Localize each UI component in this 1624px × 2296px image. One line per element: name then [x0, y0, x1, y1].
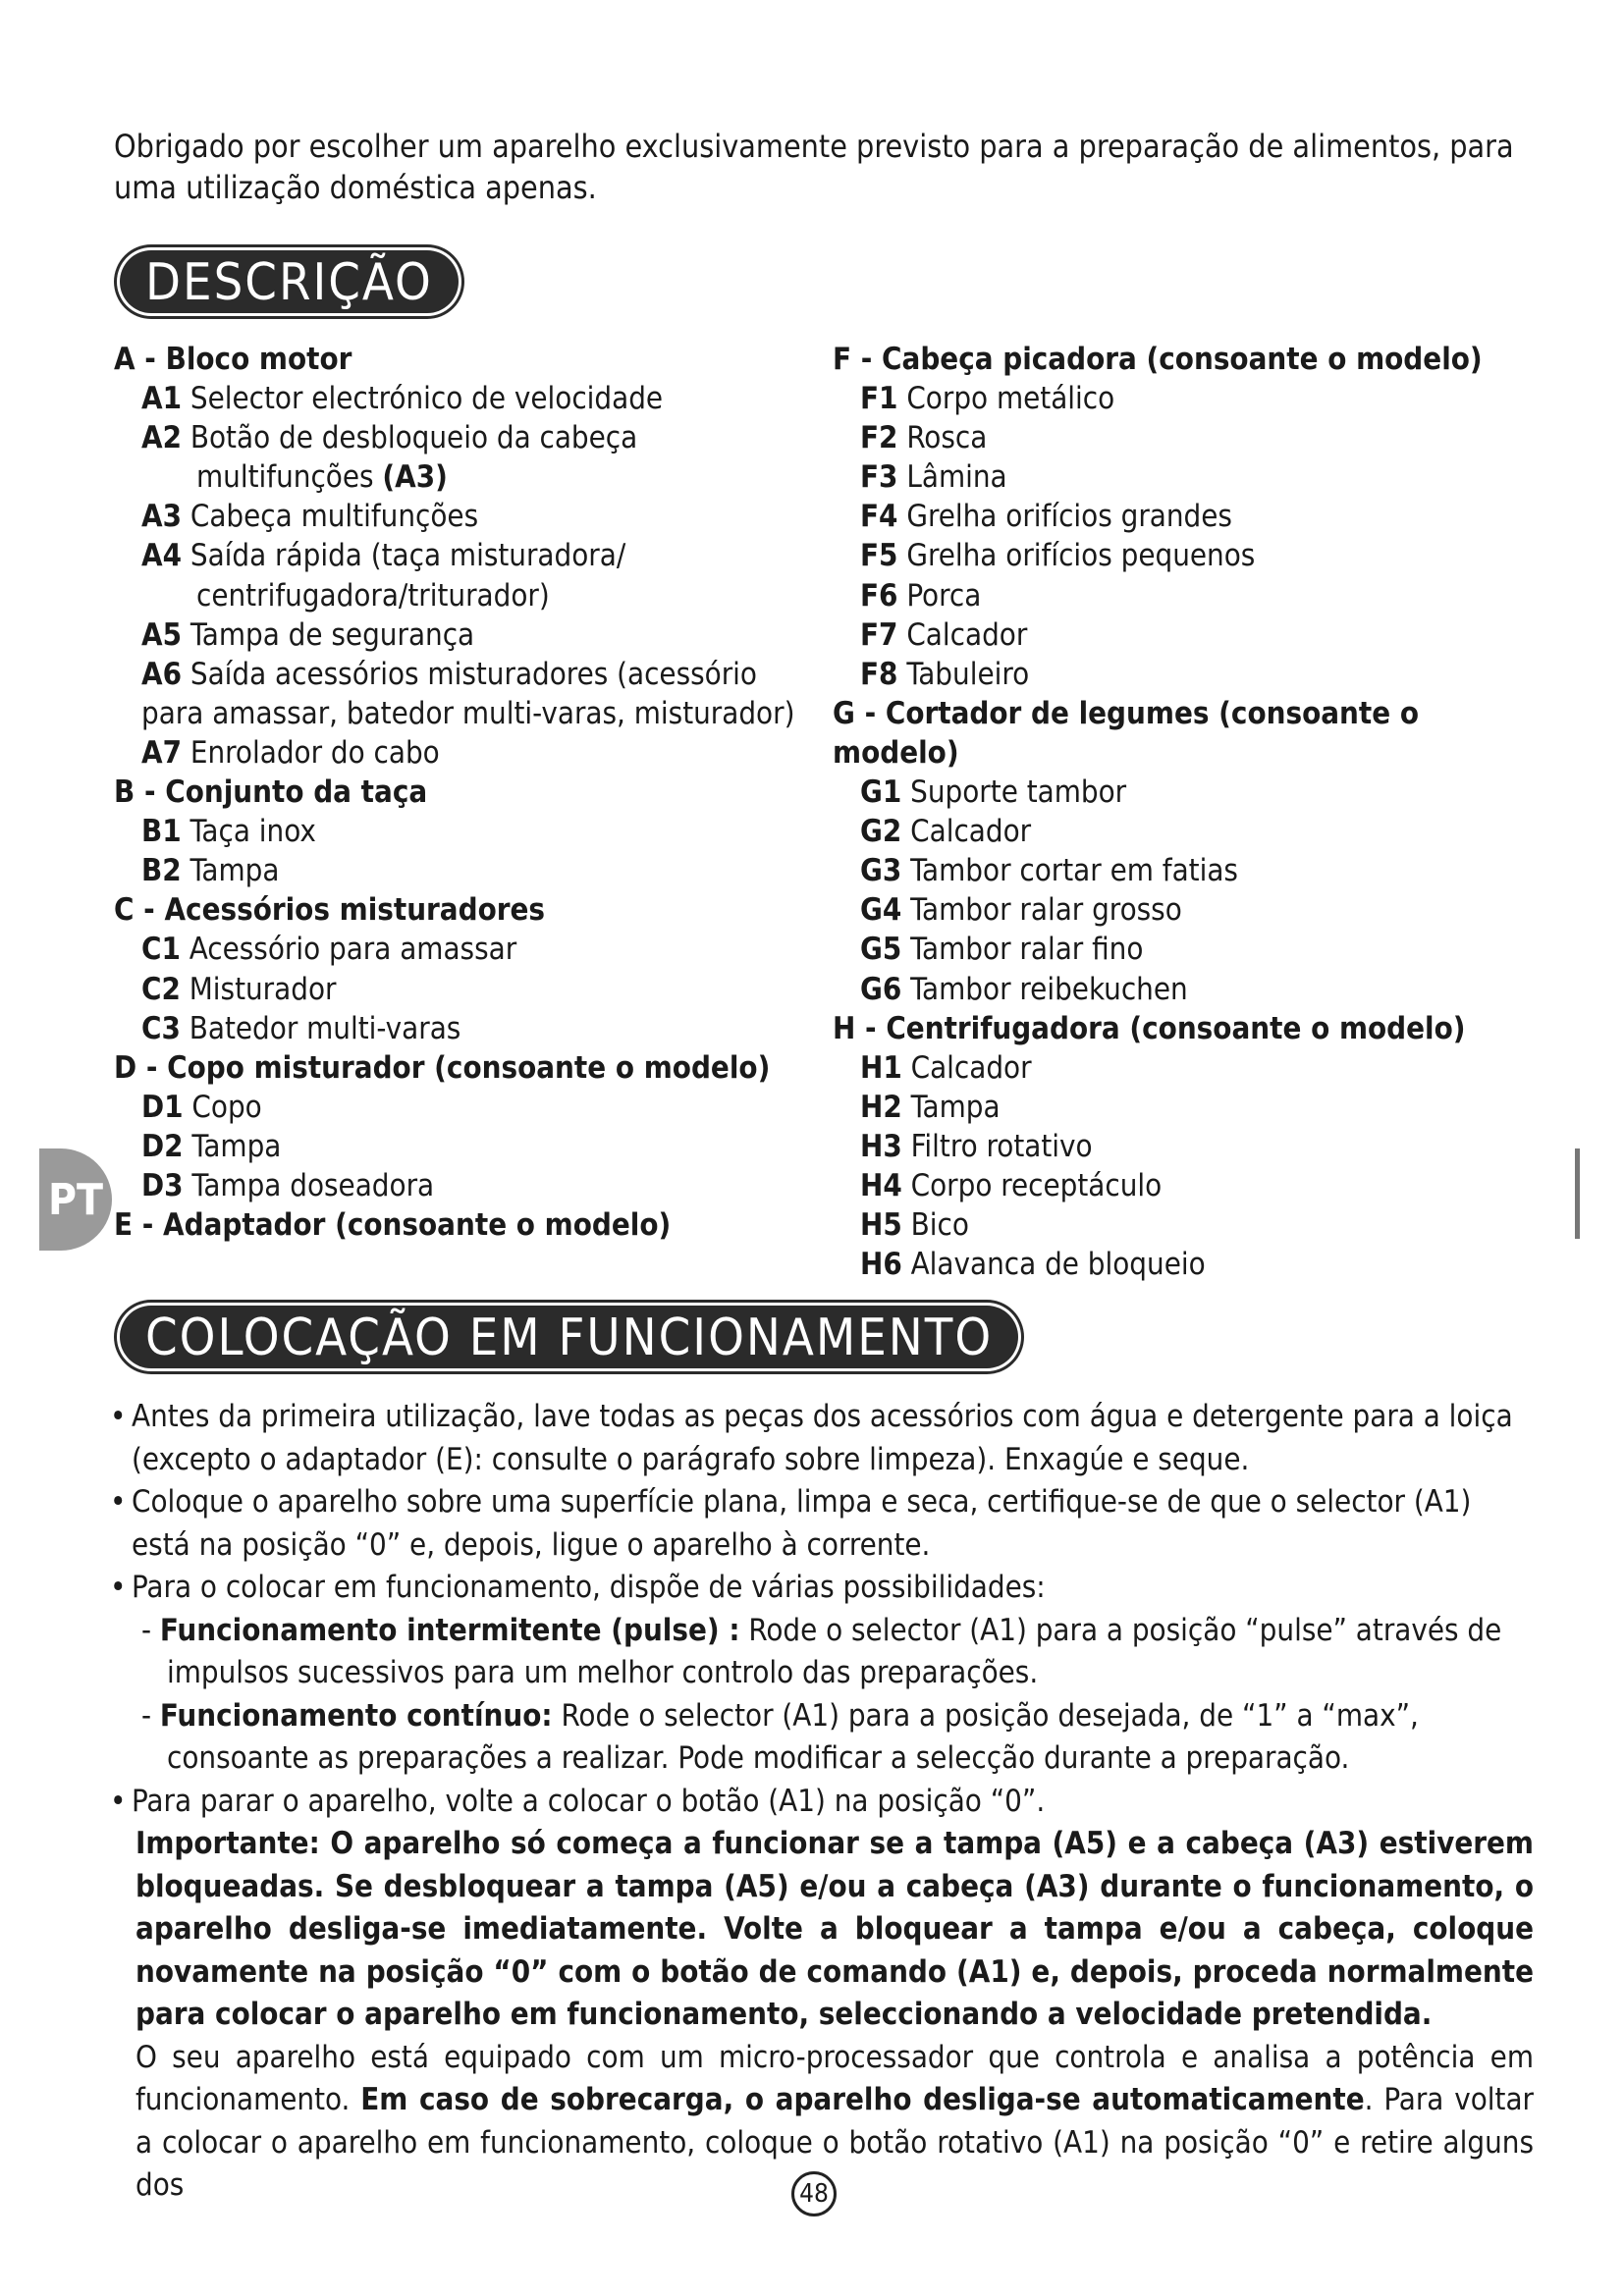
item-F4: F4 Grelha orifícios grandes — [860, 499, 1232, 535]
item-F6: F6 Porca — [860, 577, 982, 614]
item-D3: D3 Tampa doseadora — [141, 1167, 435, 1203]
bullet-place: • Coloque o aparelho sobre uma superfície plana, limpa e seca, certifique-se de que o selector (A1) está na posição “0” e, depois, ligue o aparelho à corrente. — [110, 1484, 1472, 1563]
intro-text: Obrigado por escolher um aparelho exclusivamente previsto para a preparação de alimentos, para uma utilização doméstica apenas. — [114, 128, 1514, 206]
group-D: D - Copo misturador (consoante o modelo) — [114, 1049, 771, 1086]
language-tab-pt: PT — [39, 1148, 112, 1251]
page-number: 48 — [791, 2171, 837, 2216]
important-note: Importante: O aparelho só começa a funcionar se a tampa (A5) e a cabeça (A3) estiverem bloqueadas. Se desbloquear a tampa (A5) e/ou a cabeça (A3) durante o funcionamento, o aparelho desliga-se imediatamente. Volte a bloquear a tampa e/ou a cabeça, coloque novamente na posição “0” com o botão de comando (A1) e, depois, proceda normalmente para colocar o aparelho em funcionamento, seleccionando a velocidade pretendida. — [135, 1826, 1534, 2032]
item-D1: D1 Copo — [141, 1089, 262, 1125]
item-A4-cont: centrifugadora/triturador) — [196, 577, 550, 614]
item-H5: H5 Bico — [860, 1207, 969, 1244]
overload-paragraph: O seu aparelho está equipado com um micro-processador que controla e analisa a potência em funcionamento. Em caso de sobrecarga, o aparelho desliga-se automaticamente. Para voltar a colocar o aparelho em funcionamento, coloque o botão rotativo (A1) na posição “0” e retire alguns dos — [135, 2039, 1534, 2203]
item-H1: H1 Calcador — [860, 1049, 1032, 1086]
group-B: B - Conjunto da taça — [114, 774, 428, 811]
item-A2: A2 Botão de desbloqueio da cabeça — [141, 420, 638, 456]
item-H3: H3 Filtro rotativo — [860, 1128, 1093, 1164]
bullet-wash: • Antes da primeira utilização, lave todas as peças dos acessórios com água e detergente para a loiça (excepto o adaptador (E): consulte o parágrafo sobre limpeza). Enxagúe e seque. — [110, 1399, 1513, 1477]
item-G4: G4 Tambor ralar grosso — [860, 892, 1182, 929]
group-A: A - Bloco motor — [114, 342, 352, 377]
item-A4: A4 Saída rápida (taça misturadora/ — [141, 538, 626, 574]
item-C3: C3 Batedor multi-varas — [141, 1010, 461, 1046]
group-H: H - Centrifugadora (consoante o modelo) — [833, 1010, 1466, 1046]
item-C2: C2 Misturador — [141, 971, 337, 1007]
item-A3: A3 Cabeça multifunções — [141, 499, 479, 535]
item-F1: F1 Corpo metálico — [860, 381, 1115, 417]
item-B2: B2 Tampa — [141, 853, 280, 889]
item-A1: A1 Selector electrónico de velocidade — [141, 381, 664, 417]
item-F7: F7 Calcador — [860, 616, 1028, 653]
item-G6: G6 Tambor reibekuchen — [860, 971, 1188, 1007]
item-F5: F5 Grelha orifícios pequenos — [860, 538, 1256, 574]
group-E: E - Adaptador (consoante o modelo) — [114, 1207, 672, 1244]
group-F: F - Cabeça picadora (consoante o modelo) — [833, 342, 1483, 377]
item-H2: H2 Tampa — [860, 1089, 1001, 1125]
item-A6: A6 Saída acessórios misturadores (acessório para amassar, batedor multi-varas, misturador) — [141, 656, 795, 731]
item-G5: G5 Tambor ralar fino — [860, 932, 1144, 968]
item-A5: A5 Tampa de segurança — [141, 616, 475, 653]
item-D2: D2 Tampa — [141, 1128, 282, 1164]
item-F2: F2 Rosca — [860, 420, 988, 456]
bullet-stop: • Para parar o aparelho, volte a colocar o botão (A1) na posição “0”. — [110, 1783, 1046, 1819]
item-C1: C1 Acessório para amassar — [141, 932, 517, 968]
option-pulse: - Funcionamento intermitente (pulse) : Rode o selector (A1) para a posição “pulse” através de impulsos sucessivos para um melhor controlo das preparações. — [141, 1612, 1502, 1690]
item-H6: H6 Alavanca de bloqueio — [860, 1247, 1206, 1283]
group-G: G - Cortador de legumes (consoante o modelo) — [833, 695, 1420, 771]
parts-list-right — [833, 340, 1540, 1284]
setup-instructions — [110, 1396, 1534, 2208]
item-F3: F3 Lâmina — [860, 459, 1007, 496]
section-heading-funcionamento: COLOCAÇÃO EM FUNCIONAMENTO — [120, 1306, 1018, 1368]
group-C: C - Acessórios misturadores — [114, 892, 546, 929]
option-continuous: - Funcionamento contínuo: Rode o selector (A1) para a posição desejada, de “1” a “max”, consoante as preparações a realizar. Pode modificar a selecção durante a preparação. — [141, 1697, 1419, 1776]
item-A2-cont: multifunções (A3) — [196, 459, 448, 496]
parts-list-left — [114, 340, 821, 1245]
item-B1: B1 Taça inox — [141, 814, 316, 850]
item-F8: F8 Tabuleiro — [860, 656, 1030, 692]
bullet-options: • Para o colocar em funcionamento, dispõe de várias possibilidades: — [110, 1570, 1046, 1605]
item-H4: H4 Corpo receptáculo — [860, 1167, 1163, 1203]
item-G1: G1 Suporte tambor — [860, 774, 1127, 811]
section-heading-descricao: DESCRIÇÃO — [120, 250, 459, 313]
item-A7: A7 Enrolador do cabo — [141, 734, 440, 771]
item-G3: G3 Tambor cortar em fatias — [860, 853, 1238, 889]
item-G2: G2 Calcador — [860, 814, 1032, 850]
page-edge-marker — [1575, 1148, 1580, 1239]
